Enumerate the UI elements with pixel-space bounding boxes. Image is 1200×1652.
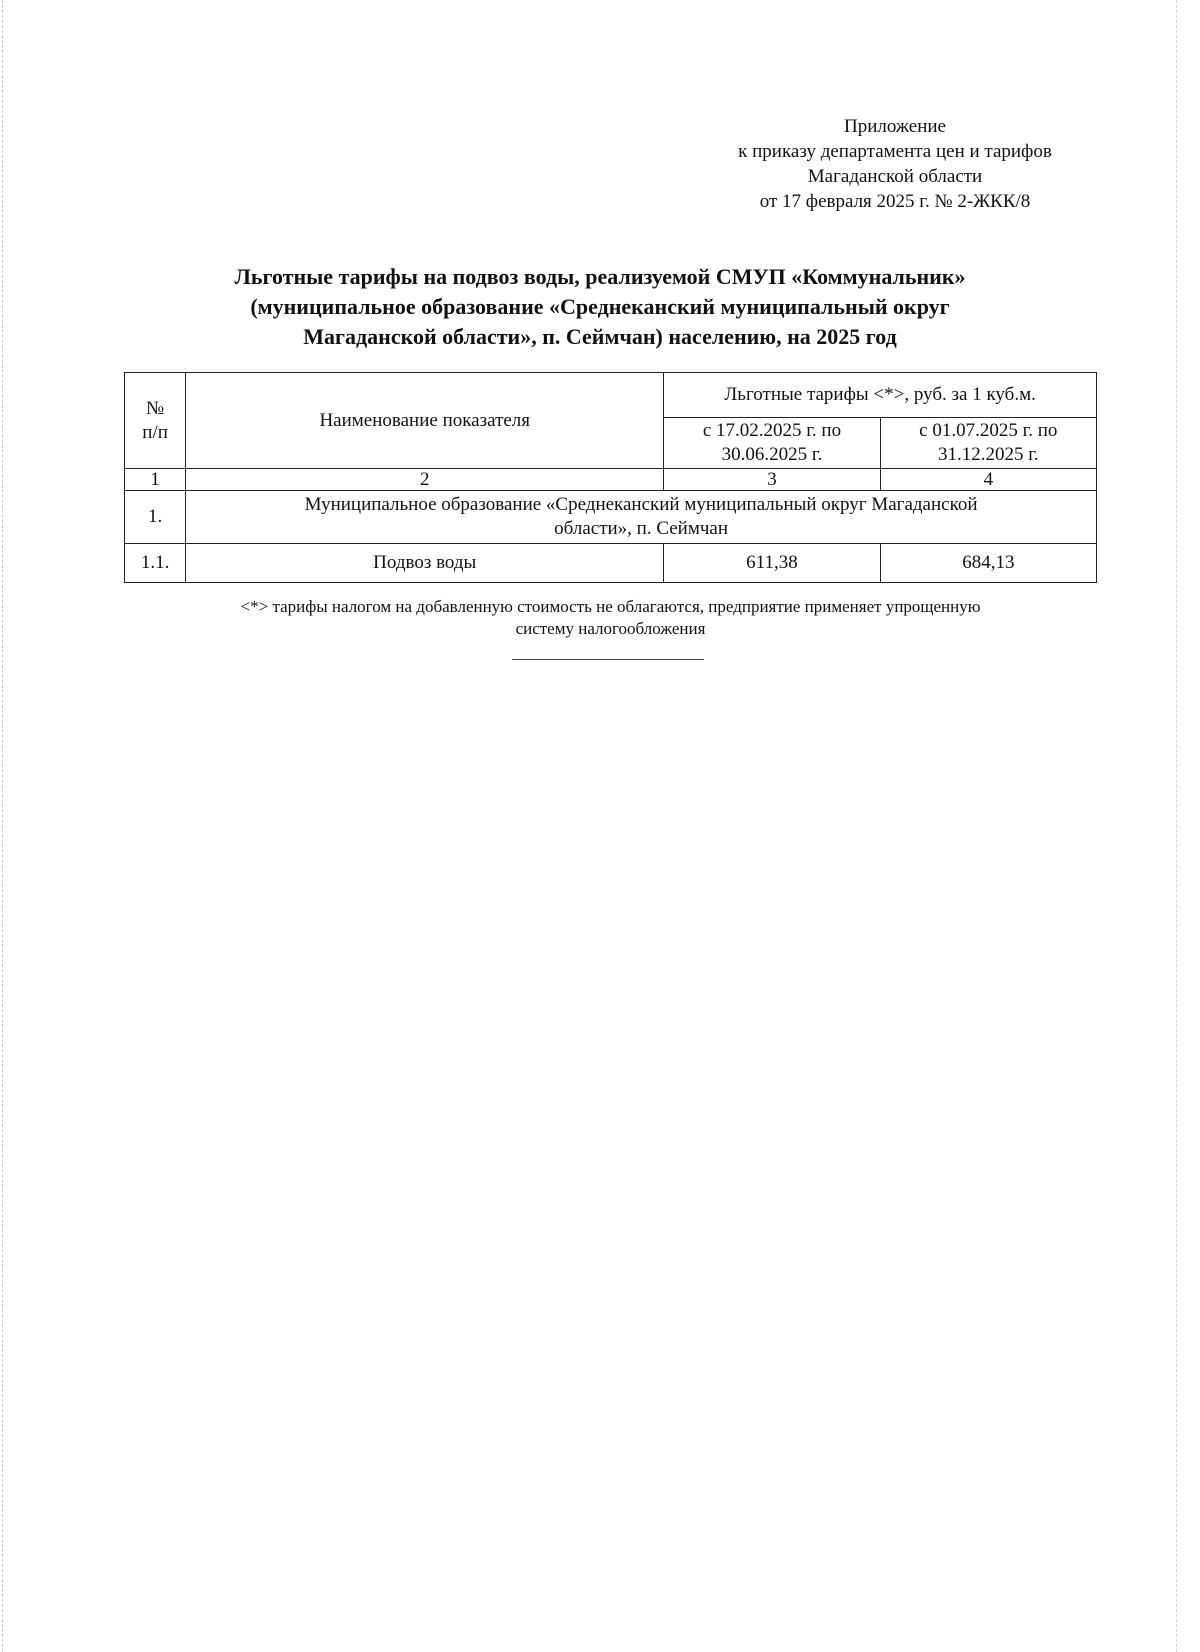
header-cell-period-1: [664, 418, 880, 469]
tariff-value-cell: 611,38: [664, 544, 880, 583]
municipality-cell: [186, 491, 1097, 544]
title-line: Магаданской области», п. Сеймчан) населению, на 2025 год: [303, 324, 897, 349]
footnote-line: <*> тарифы налогом на добавленную стоимость не облагаются, предприятие применяет упрощенную: [240, 597, 981, 616]
appendix-line: от 17 февраля 2025 г. № 2-ЖКК/8: [759, 191, 1031, 212]
appendix-line: Магаданской области: [807, 166, 983, 187]
period-line: с 01.07.2025 г. по: [919, 420, 1058, 441]
header-row: [125, 373, 1097, 418]
header-cell-tariff-group: Льготные тарифы <*>, руб. за 1 куб.м.: [664, 373, 1097, 418]
column-number-cell: 4: [880, 469, 1096, 491]
municipality-line: Муниципальное образование «Среднеканский муниципальный округ Магаданской: [304, 494, 978, 515]
row-number-cell: 1.1.: [125, 544, 186, 583]
appendix-line: Приложение: [844, 116, 946, 137]
row-number-cell: 1.: [125, 491, 186, 544]
table-row: [125, 544, 1097, 583]
table-row: [125, 491, 1097, 544]
period-line: 30.06.2025 г.: [721, 444, 823, 465]
scan-right-edge: [1176, 0, 1178, 1652]
column-number-cell: 2: [186, 469, 664, 491]
header-cell-period-2: [880, 418, 1096, 469]
title-line: (муниципальное образование «Среднеканский муниципальный округ: [250, 294, 950, 319]
period-line: с 17.02.2025 г. по: [702, 420, 842, 441]
column-number-cell: 1: [125, 469, 186, 491]
footnote-line: систему налогообложения: [515, 619, 706, 638]
period-line: 31.12.2025 г.: [937, 444, 1039, 465]
header-number-line: п/п: [142, 421, 168, 443]
end-rule: [512, 659, 704, 660]
indicator-name-cell: Подвоз воды: [186, 544, 664, 583]
tariff-value-cell: 684,13: [880, 544, 1096, 583]
document-title: [120, 262, 1080, 352]
column-number-cell: 3: [664, 469, 880, 491]
footnote: [124, 596, 1097, 640]
header-cell-number: [125, 373, 186, 469]
column-number-row: [125, 469, 1097, 491]
header-number-line: №: [146, 397, 165, 419]
title-line: Льготные тарифы на подвоз воды, реализуемой СМУП «Коммунальник»: [234, 264, 966, 289]
appendix-block: [700, 114, 1090, 214]
tariff-table: [124, 372, 1097, 583]
appendix-line: к приказу департамента цен и тарифов: [738, 141, 1052, 162]
scan-left-edge: [2, 0, 4, 1652]
municipality-line: области», п. Сеймчан: [554, 518, 729, 539]
header-cell-name: Наименование показателя: [186, 373, 664, 469]
